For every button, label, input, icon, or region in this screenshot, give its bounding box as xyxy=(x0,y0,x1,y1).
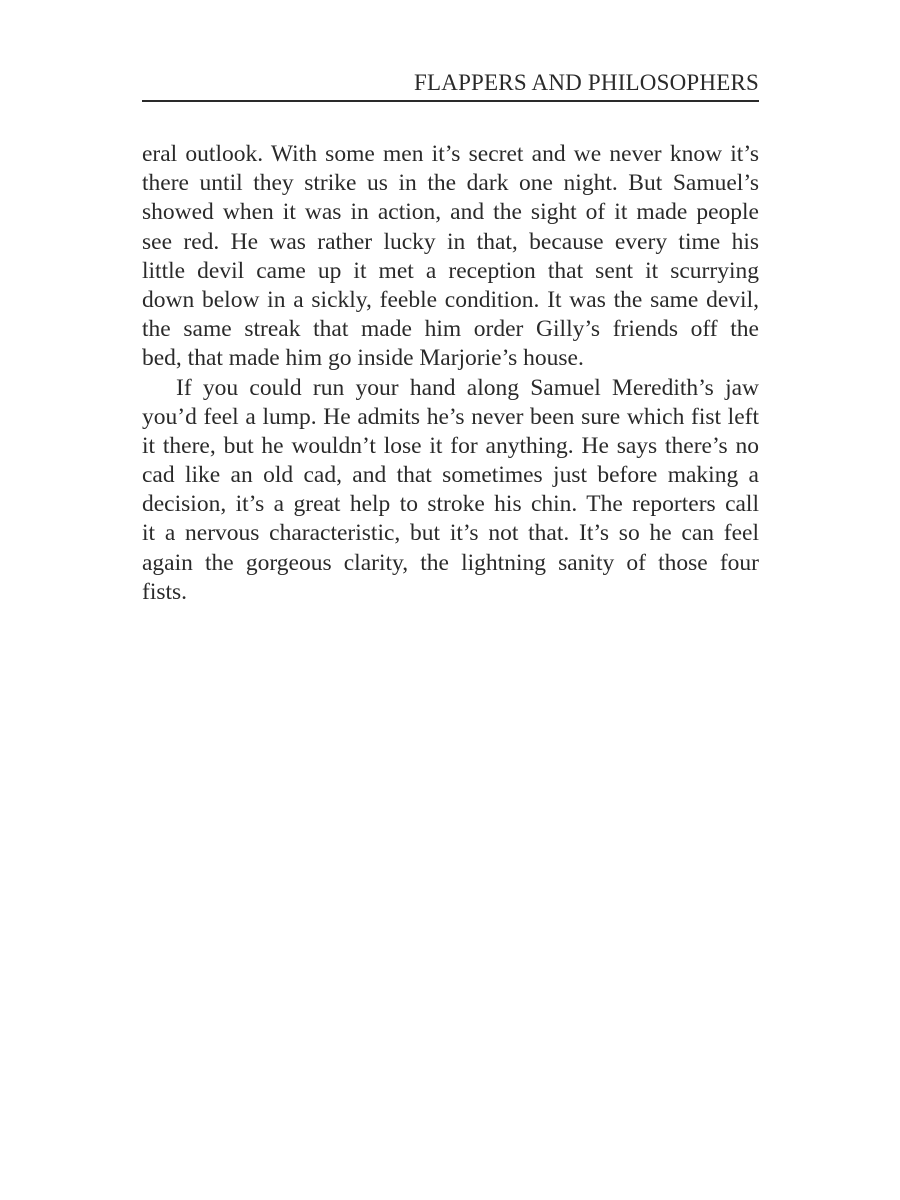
text-line: the same streak that made him order Gilly’s friends off the xyxy=(142,316,759,343)
text-line: fists. xyxy=(142,578,188,605)
paragraph-1 xyxy=(142,140,759,374)
text-line: bed, that made him go inside Marjorie’s house. xyxy=(142,345,584,372)
text-line: down below in a sickly, feeble condition. It was the same devil, xyxy=(142,286,759,313)
text-line: showed when it was in action, and the sight of it made people xyxy=(142,199,759,226)
running-header: FLAPPERS AND PHILOSOPHERS xyxy=(414,70,759,95)
text-line: again the gorgeous clarity, the lightning sanity of those four xyxy=(142,549,759,576)
text-line: little devil came up it met a reception that sent it scurrying xyxy=(142,257,759,284)
text-line: cad like an old cad, and that sometimes just before making a xyxy=(142,462,759,489)
paragraph-2 xyxy=(142,374,759,608)
text-line: decision, it’s a great help to stroke his chin. The reporters call xyxy=(142,491,759,518)
text-line: eral outlook. With some men it’s secret and we never know it’s xyxy=(142,141,759,167)
text-line: you’d feel a lump. He admits he’s never been sure which fist left xyxy=(142,403,759,430)
body-text xyxy=(142,140,759,607)
text-line: there until they strike us in the dark one night. But Samuel’s xyxy=(142,170,759,197)
text-line: it a nervous characteristic, but it’s not that. It’s so he can feel xyxy=(142,520,759,547)
text-line: see red. He was rather lucky in that, because every time his xyxy=(142,228,759,255)
header-rule xyxy=(142,100,759,102)
text-line: it there, but he wouldn’t lose it for anything. He says there’s no xyxy=(142,432,759,459)
text-line: If you could run your hand along Samuel Meredith’s jaw xyxy=(176,374,759,401)
